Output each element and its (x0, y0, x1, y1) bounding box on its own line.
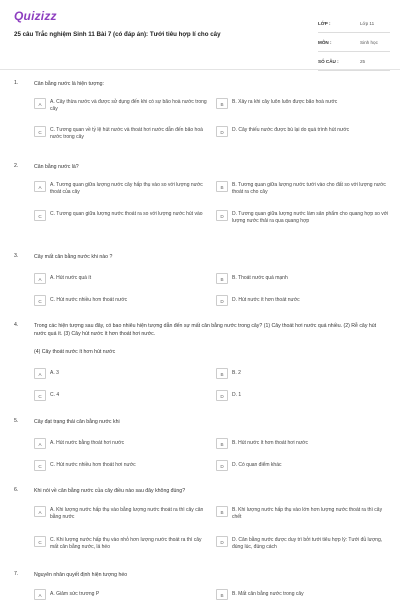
header-divider (0, 69, 400, 70)
question-number: 2. (14, 163, 19, 169)
option-letter-box[interactable]: A (34, 438, 46, 449)
option-letter-box[interactable]: A (34, 98, 46, 109)
option-letter-box[interactable]: B (216, 98, 228, 109)
option-text: A. 3 (50, 370, 59, 376)
option-letter-box[interactable]: B (216, 368, 228, 379)
option-letter-box[interactable]: C (34, 536, 46, 547)
option-text: B. Mất cân bằng nước trong cây (232, 591, 304, 597)
question-text: Cân bằng nước là? (34, 164, 79, 170)
option-text: A. Cây thừa nước và được sử dụng đến khi có sự bão hoà nước trong cây (50, 99, 207, 113)
option-text: C. Hút nước nhiều hơn thoát nước (50, 297, 128, 303)
option-letter-box[interactable]: D (216, 295, 228, 306)
meta-value-count: 25 (360, 58, 366, 64)
option-text: B. Xảy ra khi cây luôn luôn được bão hoà nước (232, 99, 338, 105)
meta-row-subject (318, 33, 390, 52)
option-text: A. Khi lượng nước hấp thụ vào bằng lượng nước thoát ra thì cây cân bằng nước (50, 507, 204, 521)
question-text: Khi nói về cân bằng nước của cây điều nào sau đây không đúng? (34, 488, 186, 494)
option-letter-box[interactable]: D (216, 210, 228, 221)
page-title: 25 câu Trắc nghiệm Sinh 11 Bài 7 (có đáp án): Tưới tiêu hợp lí cho cây (14, 31, 221, 38)
question-number: 3. (14, 253, 19, 259)
option-text: C. 4 (50, 392, 60, 398)
option-letter-box[interactable]: B (216, 589, 228, 600)
meta-label-subject: MÔN : (318, 39, 332, 45)
option-text: C. Hút nước nhiều hơn thoát hơi nước (50, 462, 136, 468)
option-text: B. Thoát nước quá mạnh (232, 275, 288, 281)
meta-value-subject: Sinh học (360, 39, 378, 45)
option-letter-box[interactable]: B (216, 181, 228, 192)
question-text: Cây mất cân bằng nước khi nào ? (34, 254, 113, 260)
option-text: A. Hút nước bằng thoát hơi nước (50, 440, 125, 446)
option-text: D. Hút nước ít hơn thoát nước (232, 297, 300, 303)
option-letter-box[interactable]: A (34, 368, 46, 379)
option-letter-box[interactable]: B (216, 273, 228, 284)
option-text: A. Giảm sức trương P (50, 591, 100, 597)
option-text: A. Tương quan giữa lượng nước cây hấp thụ vào so với lượng nước thoát của cây (50, 182, 203, 196)
option-text: C. Tương quan về tỷ lệ hút nước và thoát hơi nước dẫn đến bão hoà nước trong cây (50, 127, 203, 141)
option-letter-box[interactable]: D (216, 460, 228, 471)
option-text: C. Tương quan giữa lượng nước thoát ra so với lượng nước hút vào (50, 211, 203, 217)
option-text: D. Cân bằng nước được duy trì bởi tưới tiêu hợp lý: Tưới đủ lượng, đúng lúc, đúng cách (232, 537, 383, 551)
option-letter-box[interactable]: A (34, 589, 46, 600)
option-letter-box[interactable]: A (34, 181, 46, 192)
question-extra-text: (4) Cây thoát nước ít hơn hút nước (34, 349, 116, 355)
option-letter-box[interactable]: C (34, 295, 46, 306)
option-text: B. Hút nước ít hơn thoát hơi nước (232, 440, 308, 446)
option-letter-box[interactable]: B (216, 438, 228, 449)
option-letter-box[interactable]: C (34, 390, 46, 401)
meta-label-count: SỐ CÂU : (318, 58, 339, 64)
question-number: 5. (14, 418, 19, 424)
option-text: D. Cây thiếu nước được bù lại do quá trình hút nước (232, 127, 350, 133)
question-number: 4. (14, 322, 19, 328)
option-letter-box[interactable]: C (34, 126, 46, 137)
question-text: Cây đạt trạng thái cân bằng nước khi (34, 419, 120, 425)
option-text: D. Tương quan giữa lượng nước làm sản phẩm cho quang hợp so với lượng nước thải ra qua quang hợp (232, 211, 389, 225)
option-letter-box[interactable]: D (216, 390, 228, 401)
option-text: B. Khi lượng nước hấp thụ vào lớn hơn lượng nước thoát ra thì cây chết (232, 507, 383, 521)
option-letter-box[interactable]: A (34, 506, 46, 517)
question-number: 1. (14, 80, 19, 86)
option-letter-box[interactable]: C (34, 210, 46, 221)
option-letter-box[interactable]: C (34, 460, 46, 471)
option-letter-box[interactable]: B (216, 506, 228, 517)
meta-value-class: Lớp 11 (360, 20, 375, 26)
question-text: Trong các hiện tượng sau đây, có bao nhiêu hiện tượng dẫn đến sự mất cân bằng nước trong cây? (1) Cây thoát hơi nước quá nhiều. (2) Rễ cây hút nước quá ít. (3) Cây hút nước ít hơn thoát hơi nước. (34, 323, 377, 337)
question-text: Nguyên nhân quyết định hiện tượng héo (34, 572, 128, 578)
option-text: B. Tương quan giữa lượng nước tưới vào cho đất so với lượng nước thoát ra cho cây (232, 182, 386, 196)
quizizz-logo[interactable]: Quizizz (14, 9, 57, 23)
option-text: D. 1 (232, 392, 242, 398)
option-letter-box[interactable]: A (34, 273, 46, 284)
meta-info-table (318, 14, 390, 71)
option-text: D. Có quan điểm khác (232, 462, 282, 468)
option-text: B. 2 (232, 370, 241, 376)
meta-label-class: LỚP : (318, 20, 331, 26)
header (0, 0, 400, 68)
option-text: A. Hút nước quá ít (50, 275, 92, 281)
option-letter-box[interactable]: D (216, 536, 228, 547)
question-number: 6. (14, 487, 19, 493)
meta-row-class (318, 14, 390, 33)
option-text: C. Khi lượng nước hấp thụ vào nhỏ hơn lượng nước thoát ra thì cây mất cân bằng nước, lá héo (50, 537, 202, 551)
question-number: 7. (14, 571, 19, 577)
question-text: Cân bằng nước là hiện tượng: (34, 81, 104, 87)
option-letter-box[interactable]: D (216, 126, 228, 137)
